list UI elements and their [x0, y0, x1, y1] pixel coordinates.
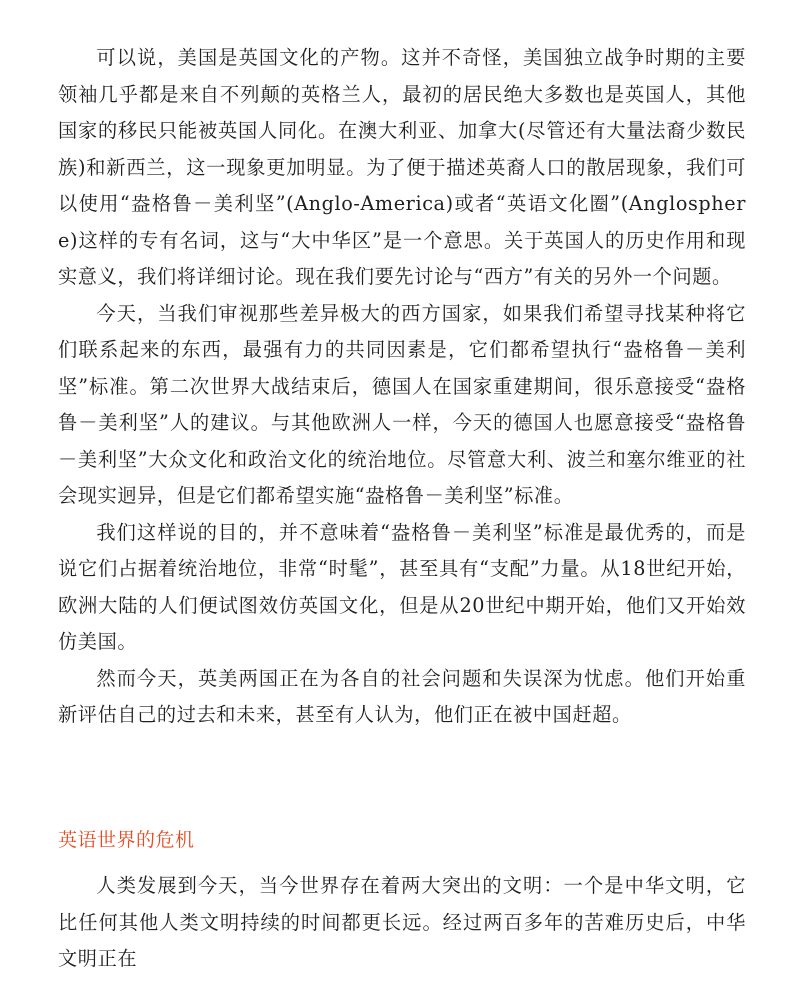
paragraph-2: 今天，当我们审视那些差异极大的西方国家，如果我们希望寻找某种将它们联系起来的东西，最强有力的共同因素是，它们都希望执行“盎格鲁－美利坚”标准。第二次世界大战结束后，德国人在国家重建期间，很乐意接受“盎格鲁－美利坚”人的建议。与其他欧洲人一样，今天的德国人也愿意接受“盎格鲁－美利坚”大众文化和政治文化的统治地位。尽管意大利、波兰和塞尔维亚的社会现实迥异，但是它们都希望实施“盎格鲁－美利坚”标准。 [58, 301, 746, 507]
paragraph-1: 可以说，美国是英国文化的产物。这并不奇怪，美国独立战争时期的主要领袖几乎都是来自不列颠的英格兰人，最初的居民绝大多数也是英国人，其他国家的移民只能被英国人同化。在澳大利亚、加拿大(尽管还有大量法裔少数民族)和新西兰，这一现象更加明显。为了便于描述英裔人口的散居现象，我们可以使用“盎格鲁－美利坚”(Anglo-America)或者“英语文化圈”(Anglosphere)这样的专有名词，这与“大中华区”是一个意思。关于英国人的历史作用和现实意义，我们将详细讨论。现在我们要先讨论与“西方”有关的另外一个问题。 [58, 46, 746, 288]
article-body [58, 40, 746, 734]
paragraph-3: 我们这样说的目的，并不意味着“盎格鲁－美利坚”标准是最优秀的，而是说它们占据着统治地位，非常“时髦”，甚至具有“支配”力量。从18世纪开始，欧洲大陆的人们便试图效仿英国文化，但是从20世纪中期开始，他们又开始效仿美国。 [58, 520, 746, 653]
section-paragraph: 人类发展到今天，当今世界存在着两大突出的文明：一个是中华文明，它比任何其他人类文明持续的时间都更长远。经过两百多年的苦难历史后，中华文明正在 [58, 874, 746, 970]
paragraph-4: 然而今天，英美两国正在为各自的社会问题和失误深为忧虑。他们开始重新评估自己的过去和未来，甚至有人认为，他们正在被中国赶超。 [58, 666, 746, 726]
section-body [58, 868, 746, 978]
section-heading: 英语世界的危机 [58, 829, 195, 851]
